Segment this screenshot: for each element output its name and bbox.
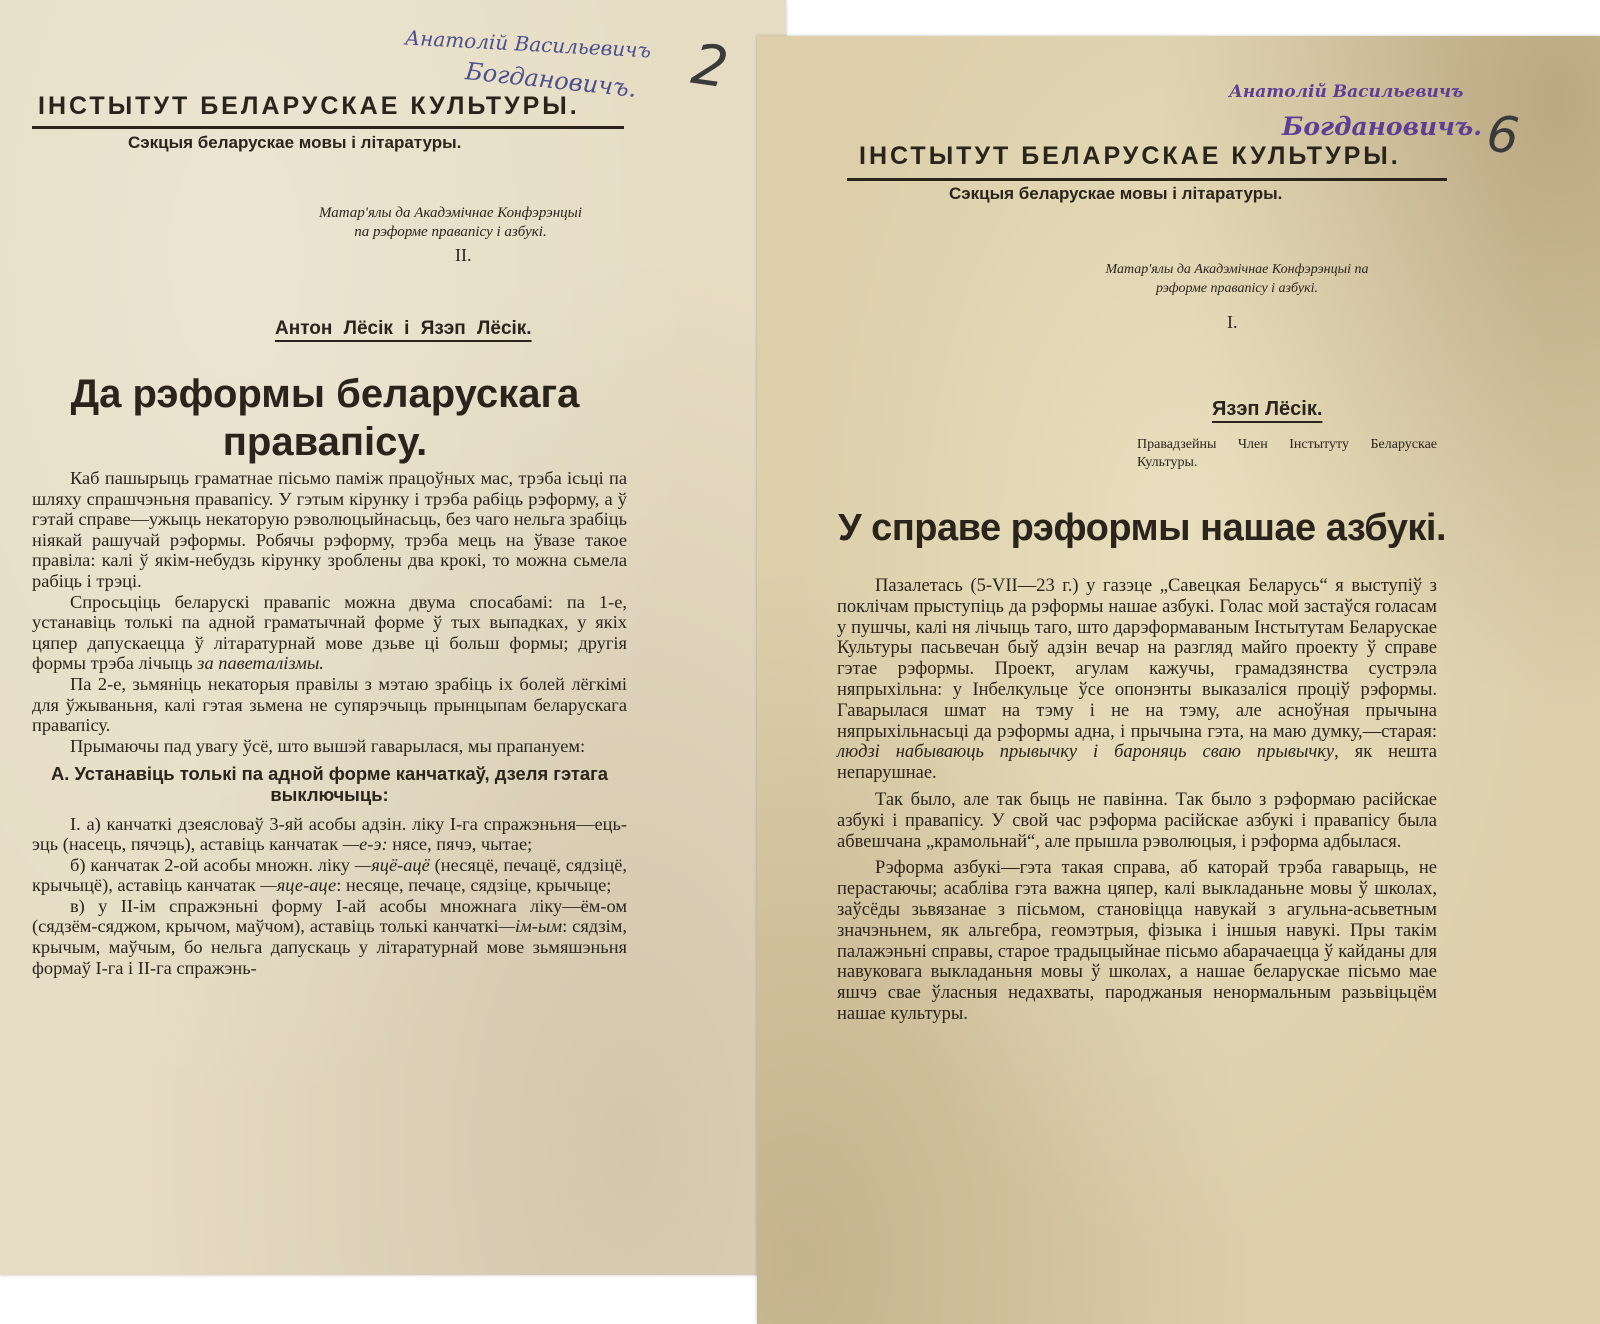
list-item — [32, 855, 627, 896]
item-text: : сядзім, крычым, маўчым, бо нельга дапускаць у літаратурнай мове зьмяшэньня формаў I-га і II-га спражэнь- — [32, 916, 627, 978]
article-body — [32, 468, 627, 978]
item-italic: —яцё-ацё — [354, 854, 430, 875]
item-italic: —е-э: — [342, 834, 388, 855]
materials-note — [268, 204, 633, 242]
subheading-a: А. Устанавіць толькі па адной форме канчаткаў, дзеля гэтага выключыць: — [51, 763, 608, 805]
article-title: У справе рэформы нашае азбукі. — [837, 507, 1447, 549]
section-name: Сэкцыя беларускае мовы і літаратуры. — [128, 133, 462, 152]
materials-line: па рэформе правапісу і азбукі. — [354, 224, 547, 240]
handwritten-page-number: 6 — [1484, 104, 1522, 166]
paragraph: Па 2-е, зьмяніць некаторыя правілы з мэтаю зрабіць іх болей лёгкімі для ўжываньня, калі гэтая зьмена не супярэчыць прынцыпам беларускага правапісу. — [32, 673, 627, 736]
handwritten-owner-name: Анатолій Васильевичъ — [1229, 82, 1464, 102]
author: Язэп Лёсік. — [1212, 398, 1323, 420]
handwritten-page-number: 2 — [687, 31, 732, 102]
paragraph: Так было, але так быць не павінна. Так было з рэформаю расійскае азбукі і правапісу. У свой час рэформа расійскае азбукі і правапісу была абвешчана „крамольнай“, але прышла рэволюцыя, і рэформа адбылася. — [837, 789, 1437, 852]
header-rule — [32, 126, 624, 129]
right-page — [757, 36, 1600, 1324]
title-line: правапісу. — [222, 420, 428, 464]
paragraph: Каб пашырыць граматнае пісьмо паміж працоўных мас, трэба ісьці па шляху спрашчэньня правапісу. У гэтым кірунку і трэба рабіць рэформу, а ў гэтай справе—ужыць некаторую рэволюцыйнасьць, без чаго нельга зрабіць ніякай рашучай рэформы. Робячы рэформу, трэба мець на ўвазе такое правіла: калі ў якім-небудзь кірунку зроблены два крокі, то можна сьмела рабіць і трэці. — [32, 468, 627, 591]
handwritten-owner-surname: Богдановичъ. — [464, 57, 638, 103]
paragraph-italic: людзі набываюць прывычку і бароняць сваю прывычку — [837, 742, 1335, 763]
item-italic: —ім-ым — [498, 916, 563, 937]
article-title — [30, 370, 620, 466]
list-item — [32, 814, 627, 855]
handwritten-owner-name: Анатолій Васильевичъ — [404, 25, 652, 63]
list-item — [32, 896, 627, 978]
paragraph-text: Пазалетась (5-VII—23 г.) у газэце „Савецкая Беларусь“ я выступіў з поклічам прыступіць да рэформы нашае азбукі. Голас мой застаўся голасам у пушчы, калі ня лічыць таго, што дарэформаваным Інстытутам Беларускае Культуры пасьвечан быў адзін вечар на разгляд майго проекту ў справе гэтае рэформы. Проект, агулам кажучы, грамадзянства сустрэла няпрыхільна: у Інбелкульце ўсе опонэнты выказаліся проціў рэформы. Гаварылася шмат на тэму і не на тэму, але асноўная прычына няпрыхільнасьці да рэформы адна, і прычына гэта, на маю думку,—старая: — [837, 576, 1437, 742]
author-position — [1137, 436, 1437, 472]
paragraph-text: , як нешта непарушнае. — [837, 742, 1437, 784]
header-rule — [847, 178, 1447, 181]
article-body — [837, 576, 1437, 1025]
materials-line: рэформе правапісу і азбукі. — [1155, 281, 1319, 296]
author-position-line: Правадзейны Член Інстытуту Беларускае Культуры. — [1137, 437, 1437, 470]
paragraph-text: Спросьціць беларускі правапіс можна двума спосабамі: па 1-е, устанавіць толькі па адной граматычнай форме ў тых выпадках, у якіх цяпер дапускаецца ў літаратурнай мове дзьве ці больш формы; другія формы трэба лічыць — [32, 591, 627, 674]
item-italic: —яце-аце — [260, 875, 337, 896]
paragraph-italic: за паветалізмы. — [197, 653, 324, 674]
handwritten-owner-surname: Богдановичъ. — [1282, 112, 1482, 141]
section-name: Сэкцыя беларускае мовы і літаратуры. — [949, 184, 1283, 203]
item-text: в) у II-ім спражэньні форму I-ай асобы множнага ліку—ём-ом (сядзём-сяджом, крычом, маўчом), аставіць толькі канчаткі — [32, 895, 627, 937]
authors: Антон Лёсік і Язэп Лёсік. — [275, 318, 532, 339]
materials-line: Матар'ялы да Акадэмічнае Конфэрэнцыі па — [1105, 262, 1369, 277]
paragraph: Рэформа азбукі—гэта такая справа, аб каторай трэба гаварыць, не перастаючы; асабліва гэта важна цяпер, калі выкладаньне мовы ў школах, заўсёды зьвязанае з пісьмом, становіцца навукай з агульна-асьветным значэньнем, як альгебра, геомэтрыя, фізыка і іншыя навукі. Пры такім палажэньні справы, старое традыцыйнае пісьмо абарачаецца ў кайданы для навуковага выкладаньня мовы ў школах, а нашае беларускае пісьмо мае яшчэ свае ўласныя недахваты, пароджаныя ненормальным разьвіцьцём нашае культуры. — [837, 858, 1437, 1024]
item-text: (несяцё, печацё, сядзіцё, крычыцё), аставіць канчатак — [32, 854, 627, 896]
paragraph — [837, 576, 1437, 784]
issue-number: I. — [1227, 312, 1238, 332]
paragraph — [32, 592, 627, 674]
materials-note — [1047, 260, 1427, 298]
left-page — [0, 0, 786, 1275]
institute-header: ІНСТЫТУТ БЕЛАРУСКАЕ КУЛЬТУРЫ. — [38, 92, 580, 120]
item-text: I. а) канчаткі дзеясловаў 3-яй асобы адзін. ліку I-га спражэньня—ець-эць (насець, пячэць), аставіць канчатак — [32, 813, 627, 855]
issue-number: II. — [455, 245, 472, 265]
materials-line: Матар'ялы да Акадэмічнае Конфэрэнцыі — [318, 205, 583, 221]
item-text: нясе, пячэ, чытае; — [392, 834, 533, 855]
item-text: : несяце, печаце, сядзіце, крычыце; — [336, 875, 612, 896]
item-text: б) канчатак 2-ой асобы множн. ліку — [70, 854, 350, 875]
institute-header: ІНСТЫТУТ БЕЛАРУСКАЕ КУЛЬТУРЫ. — [859, 142, 1401, 170]
title-line: Да рэформы беларускага — [70, 372, 580, 416]
paragraph: Прымаючы пад увагу ўсё, што вышэй гаварылася, мы прапануем: — [70, 735, 586, 756]
